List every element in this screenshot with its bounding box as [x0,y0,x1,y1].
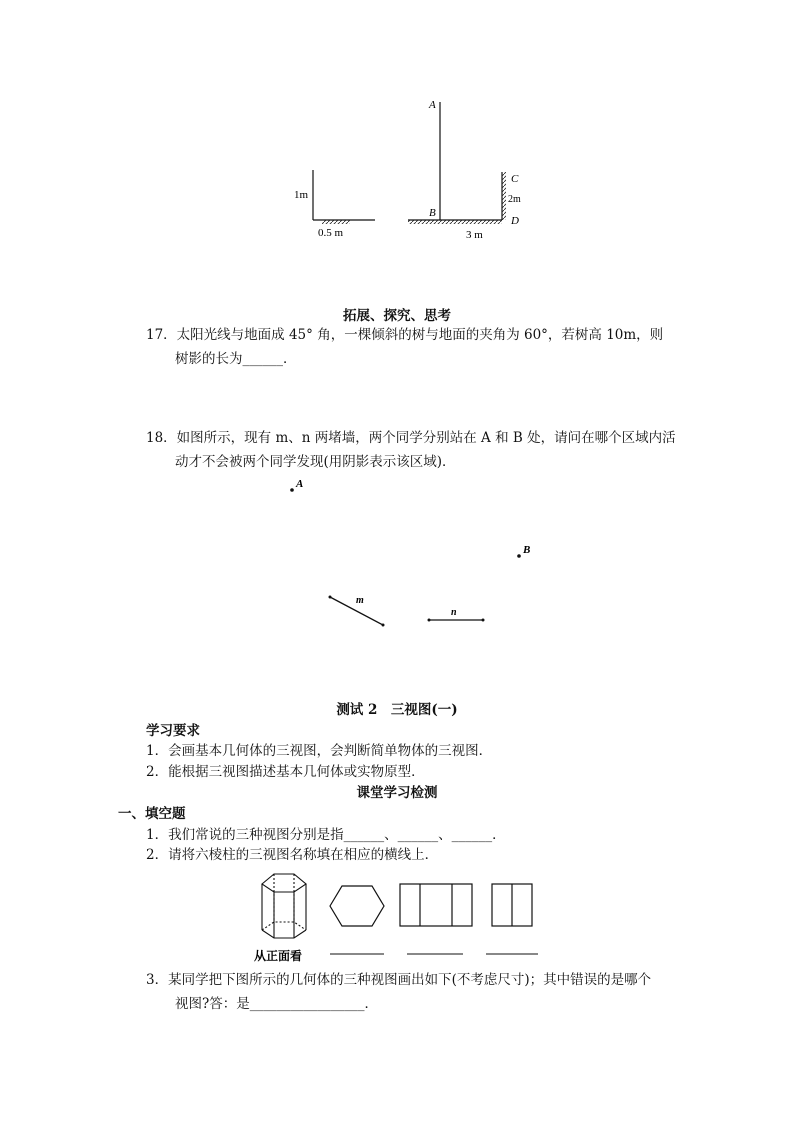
item-3-line2: 视图?答：是_________________． [175,996,378,1012]
label-3m: 3 m [466,229,483,241]
section-heading-extend: 拓展、探究、思考 [343,308,451,324]
part1-heading: 一、填空题 [118,806,186,822]
label-d: D [511,215,519,227]
label-0-5m: 0.5 m [318,227,344,239]
view-hexagon [330,886,384,926]
label-1m: 1m [294,189,309,201]
ground-hatch [408,220,502,224]
requirements-heading: 学习要求 [146,723,200,739]
q17-line1: 17．太阳光线与地面成 45° 角，一棵倾斜的树与地面的夹角为 60°，若树高 10m，则 [146,327,664,343]
small-ground-hatch [322,220,350,224]
figure-walls-diagram [280,470,550,640]
label-point-b: B [523,544,531,556]
item-2: 2．请将六棱柱的三视图名称填在相应的横线上． [146,847,439,863]
label-a: A [429,99,436,111]
q18-line2: 动才不会被两个同学发现(用阴影表示该区域)． [175,454,456,470]
label-b: B [429,207,436,219]
label-n: n [451,607,457,618]
q18-line1: 18．如图所示，现有 m、n 两堵墙，两个同学分别站在 A 和 B 处，请问在哪个区域内活 [146,430,676,446]
figure-hex-prism-views [250,866,550,966]
q17-line2: 树影的长为______． [175,351,297,367]
point-a [290,488,294,492]
label-m: m [356,595,364,606]
item-3-line1: 3．某同学把下图所示的几何体的三种视图画出如下(不考虑尺寸)；其中错误的是哪个 [146,972,652,988]
label-point-a: A [296,478,304,490]
label-c: C [511,173,519,185]
hex-prism-3d [262,874,306,938]
point-b [517,554,521,558]
view-three-rect [400,884,472,926]
view-two-rect [492,884,532,926]
label-2m: 2m [508,194,521,205]
item-1: 1．我们常说的三种视图分别是指______、______、______． [146,827,506,843]
test2-title: 测试 2 三视图(一) [336,702,458,718]
classroom-heading: 课堂学习检测 [356,785,438,801]
requirement-2: 2．能根据三视图描述基本几何体或实物原型． [146,764,425,780]
requirement-1: 1．会画基本几何体的三视图，会判断简单物体的三视图． [146,743,493,759]
figure-shadow-diagram [280,90,540,250]
wall-hatch [502,172,506,220]
caption-front-view: 从正面看 [254,949,303,963]
